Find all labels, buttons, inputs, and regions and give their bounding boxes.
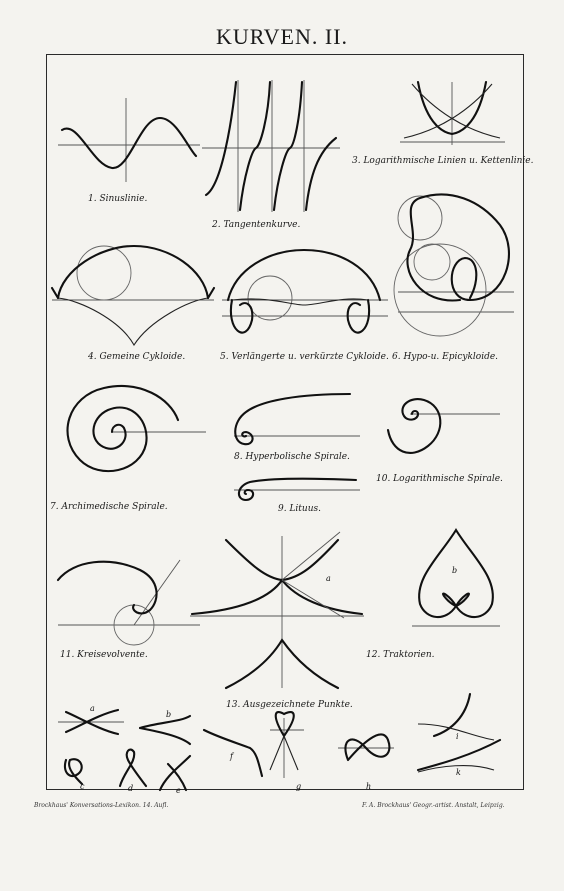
caption-hyperbolische-spirale: 8. Hyperbolische Spirale. [234,452,350,462]
fig-epicycloid [394,194,514,336]
label-point-d: d [128,784,134,793]
caption-verlaengerte-cykloide: 5. Verlängerte u. verkürzte Cykloide. [220,352,389,362]
fig-prolate-cycloid [222,250,388,333]
label-point-g: g [296,782,302,791]
label-point-e: e [176,786,181,795]
fig-catenary [400,82,505,145]
caption-tangentenkurve: 2. Tangentenkurve. [212,220,301,230]
caption-gemeine-cykloide: 4. Gemeine Cykloide. [88,352,186,362]
caption-kreisevolvente: 11. Kreisevolvente. [60,650,148,660]
caption-logarithmische-spirale: 10. Logarithmische Spirale. [376,474,503,484]
label-point-c: c [80,782,85,791]
footer-publication: Brockhaus' Konversations-Lexikon. 14. Aufl. [34,802,169,809]
label-tractrix-a: a [326,574,331,583]
label-teardrop-b: b [452,566,458,575]
fig-tractrix [190,532,364,688]
caption-sinuslinie: 1. Sinuslinie. [88,194,148,204]
label-point-i: i [456,732,459,741]
footer-publisher: F. A. Brockhaus' Geogr.-artist. Anstalt, Leipzig. [362,802,505,809]
fig-common-cycloid [52,246,214,345]
fig-tangent-curve [202,80,340,212]
fig-teardrop-curve [412,530,500,626]
fig-lituus [234,479,360,500]
fig-logarithmic-spiral [388,399,500,453]
fig-sine-curve [58,98,200,182]
caption-lituus: 9. Lituus. [278,504,321,514]
label-point-b: b [166,710,172,719]
fig-circle-involute [58,560,200,645]
label-point-h: h [366,782,372,791]
label-point-f: f [230,752,233,761]
label-point-k: k [456,768,461,777]
page-title: KURVEN. II. [215,24,349,49]
caption-kettenlinie: 3. Logarithmische Linien u. Kettenlinie. [352,156,534,166]
fig-hyperbolic-spiral [234,394,360,444]
fig-archimedean-spiral [68,386,206,471]
caption-epicykloide: 6. Hypo-u. Epicykloide. [392,352,499,362]
caption-traktorien: 12. Traktorien. [366,650,435,660]
caption-archimedische-spirale: 7. Archimedische Spirale. [50,502,168,512]
label-point-a: a [90,704,95,713]
caption-ausgezeichnete-punkte: 13. Ausgezeichnete Punkte. [226,700,353,710]
